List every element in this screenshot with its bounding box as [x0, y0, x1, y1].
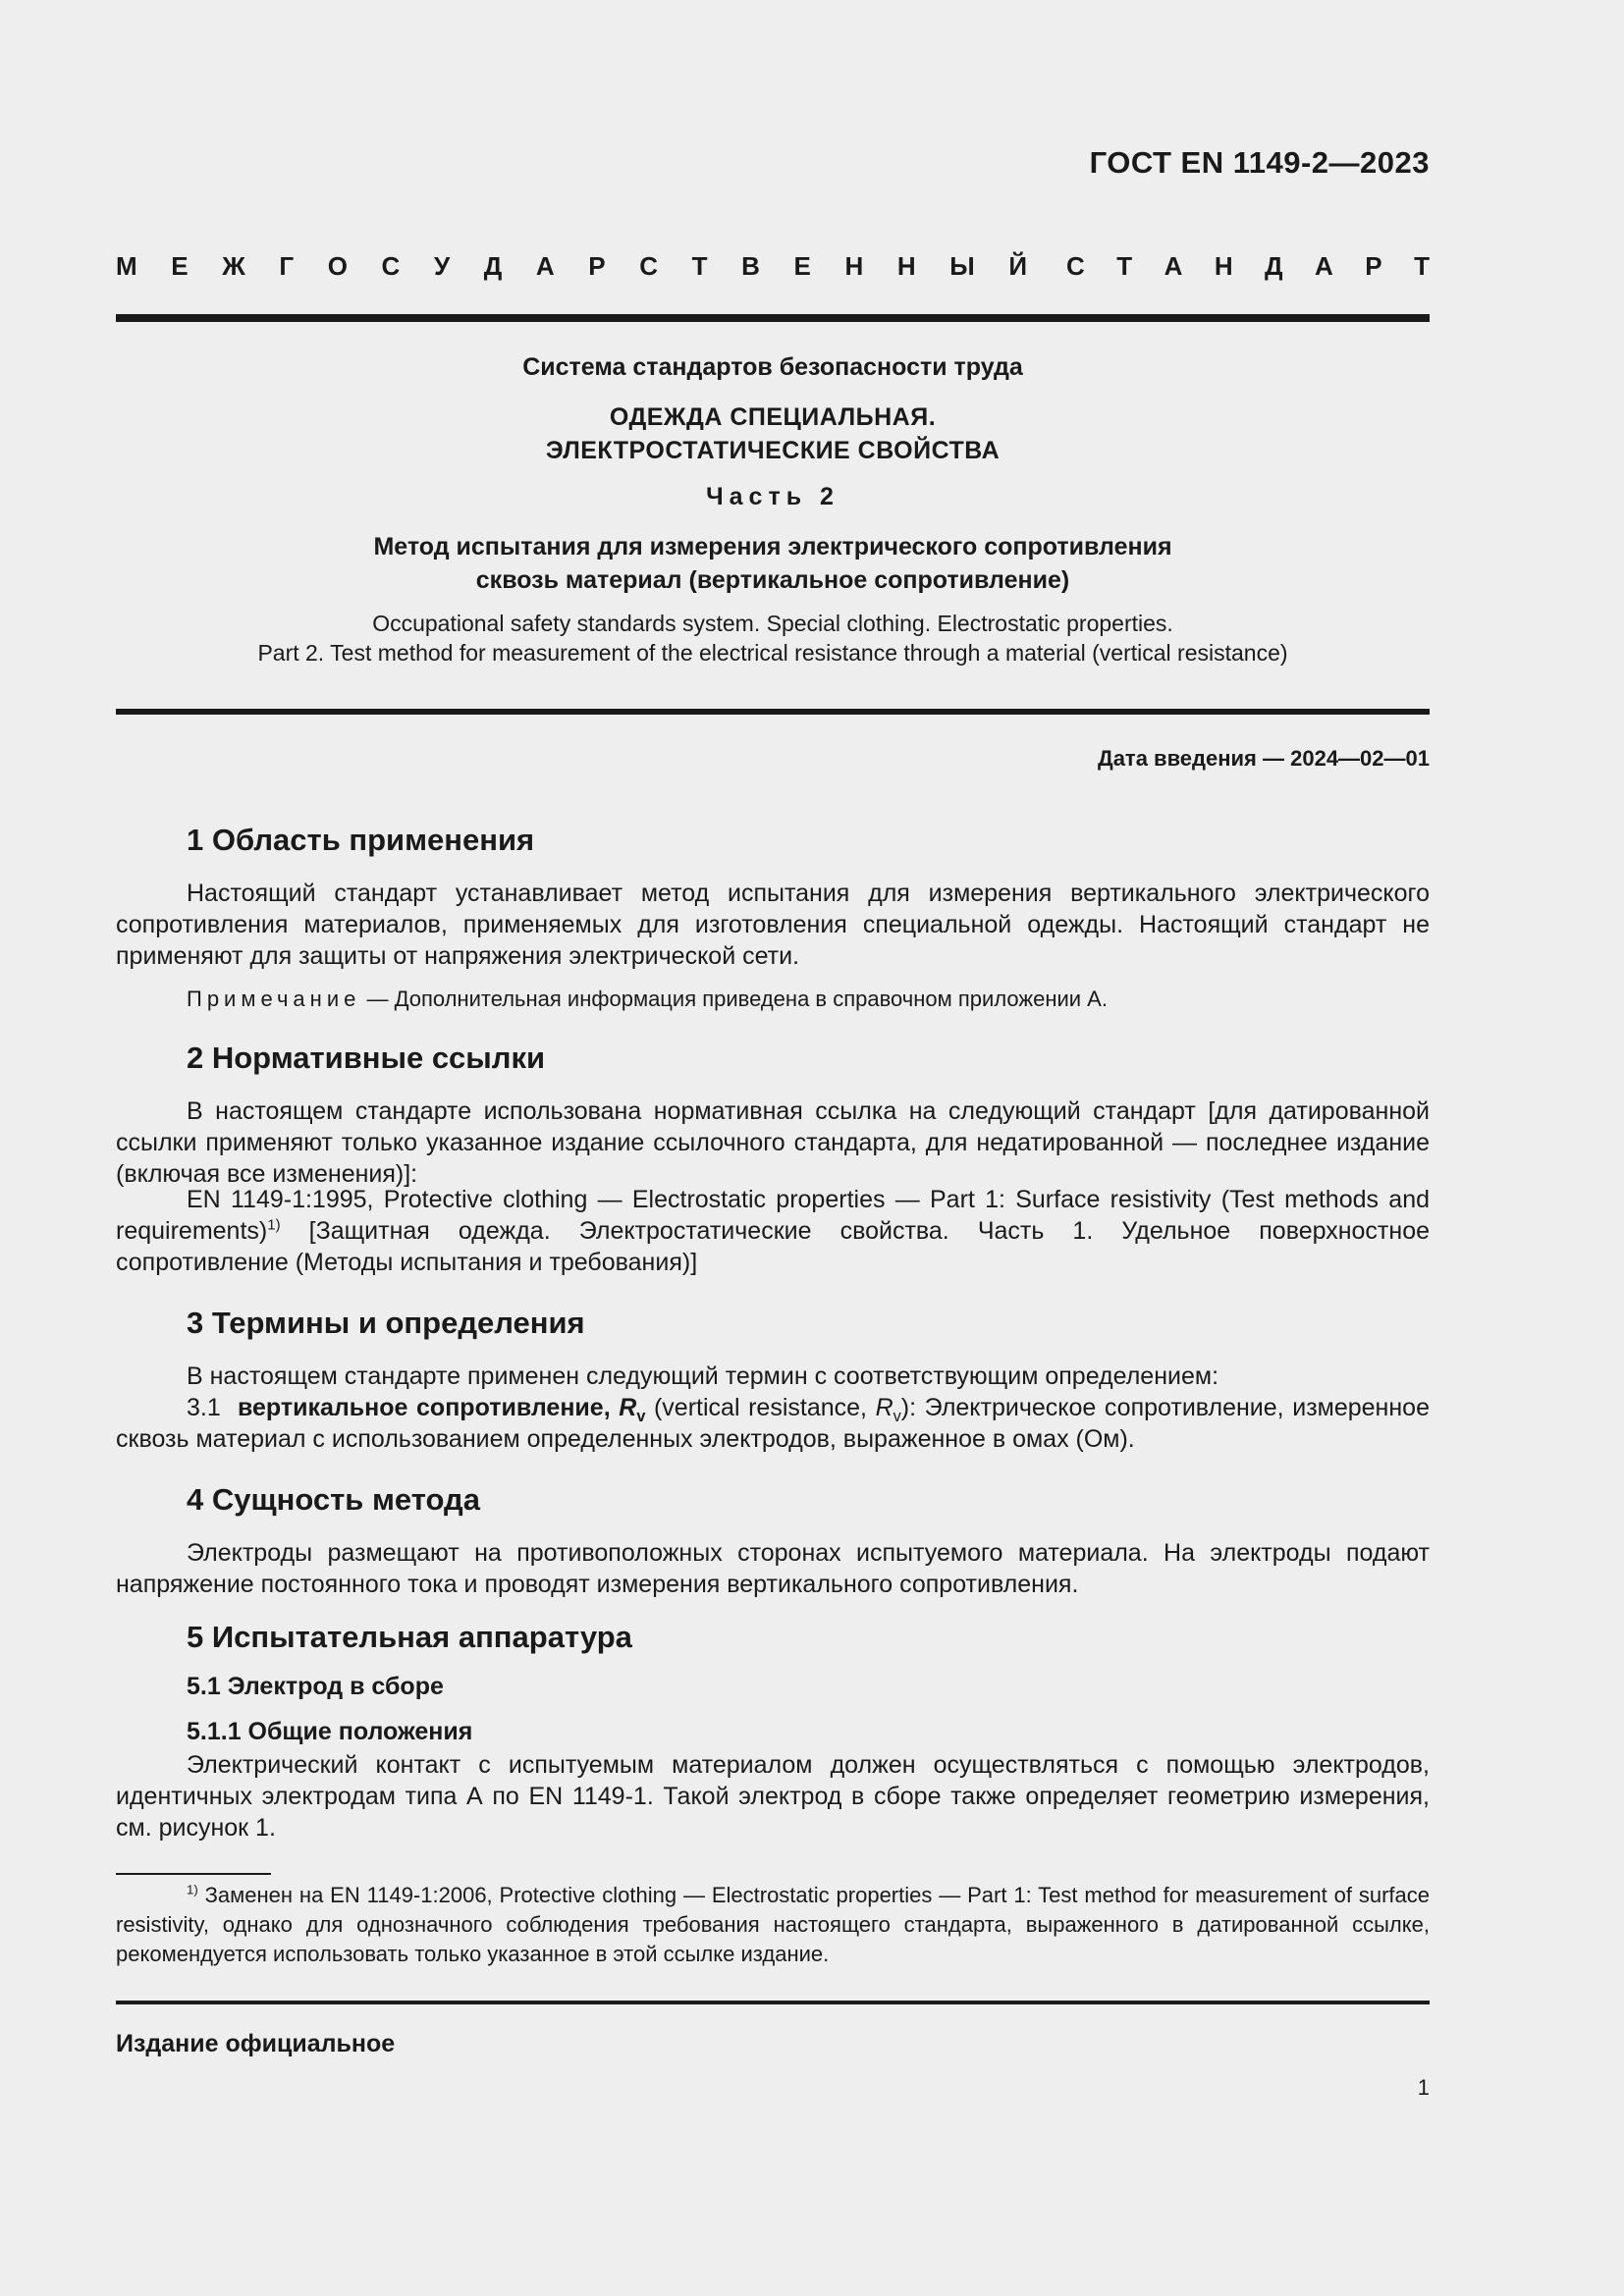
banner-letter: Д: [1265, 251, 1283, 281]
main-title-line: ОДЕЖДА СПЕЦИАЛЬНАЯ.: [609, 403, 937, 431]
banner-letter: Р: [588, 251, 606, 281]
banner-letter: Т: [691, 251, 708, 281]
banner-letter: Т: [1116, 251, 1133, 281]
section-1-note: [187, 987, 1108, 1012]
footnote: [116, 1881, 1430, 1969]
banner-letter: Н: [1214, 251, 1233, 281]
section-4-heading: 4 Сущность метода: [187, 1482, 480, 1517]
section-2-heading: 2 Нормативные ссылки: [187, 1041, 546, 1075]
term-en-symbol: R: [875, 1394, 893, 1421]
section-3-heading: 3 Термины и определения: [187, 1306, 585, 1340]
page-number: 1: [1417, 2075, 1430, 2100]
banner-letter: В: [741, 251, 760, 281]
subsection-5-1-1-heading: 5.1.1 Общие положения: [187, 1718, 473, 1745]
banner-letter: Д: [483, 251, 503, 281]
term-symbol-sub: v: [636, 1408, 646, 1425]
main-title-line: ЭЛЕКТРОСТАТИЧЕСКИЕ СВОЙСТВА: [545, 437, 1001, 464]
english-title-line: Part 2. Test method for measurement of the electrical resistance through a material (vertical resistance): [257, 640, 1288, 666]
term-symbol: R: [619, 1394, 637, 1421]
reference-translation: [Защитная одежда. Электростатические свойства. Часть 1. Удельное поверхностное сопротивление (Методы испытания и требования)]: [116, 1217, 1430, 1276]
section-2-text: В настоящем стандарте использована нормативная ссылка на следующий стандарт [для датированной ссылки применяют только указанное издание ссылочного стандарта, для недатированной — последнее издание (включая все изменения)]:: [116, 1097, 1430, 1188]
document-number: ГОСТ EN 1149-2—2023: [1089, 145, 1430, 180]
section-4-text: Электроды размещают на противоположных сторонах испытуемого материала. На электроды подают напряжение постоянного тока и проводят измерения вертикального сопротивления.: [116, 1539, 1430, 1598]
banner-letter: У: [433, 251, 451, 281]
interstate-standard-banner: [116, 251, 1430, 282]
reference-title: EN 1149-1:1995, Protective clothing — Electrostatic properties — Part 1: Surface resistivity (Test methods and requirements): [116, 1186, 1430, 1245]
section-2-reference: [116, 1184, 1430, 1278]
term-def-text: ): Электрическое сопротивление, измеренное сквозь материал с использованием определенных электродов, выраженное в омах (Ом).: [116, 1394, 1430, 1453]
banner-letter: Р: [1365, 251, 1382, 281]
english-title: [116, 609, 1430, 667]
section-1-text: Настоящий стандарт устанавливает метод испытания для измерения вертикального электрического сопротивления материалов, применяемых для изготовления специальной одежды. Настоящий стандарт не применяют для защиты от напряжения электрической сети.: [116, 880, 1430, 970]
term-definition: [116, 1392, 1430, 1455]
term-en-symbol-sub: v: [893, 1408, 901, 1425]
banner-letter: С: [639, 251, 658, 281]
banner-letter: А: [1315, 251, 1333, 281]
subtitle-line: сквозь материал (вертикальное сопротивление): [475, 566, 1070, 594]
english-title-line: Occupational safety standards system. Special clothing. Electrostatic properties.: [372, 611, 1173, 636]
banner-letter: Ж: [222, 251, 245, 281]
banner-letter: А: [1164, 251, 1183, 281]
section-5-text: Электрический контакт с испытуемым материалом должен осуществляться с помощью электродов, идентичных электродам типа А по EN 1149-1. Такой электрод в сборе также определяет геометрию измерения, см. рисунок 1.: [116, 1751, 1430, 1842]
section-1-heading: 1 Область применения: [187, 823, 535, 857]
banner-letter: Н: [896, 251, 916, 281]
interstate-word: [116, 251, 1027, 282]
footnote-text: Заменен на EN 1149-1:2006, Protective clothing — Electrostatic properties — Part 1: Test method for measurement of surface resistivity, однако для однозначного соблюдения требования настоящего стандарта, выраженного в датированной ссылке, рекомендуется использовать только указанное в этой ссылке издание.: [116, 1883, 1430, 1966]
subtitle: [116, 530, 1430, 597]
footnote-mark: 1): [187, 1882, 198, 1897]
section-5-heading: 5 Испытательная аппаратура: [187, 1620, 632, 1654]
introduction-date: Дата введения — 2024—02—01: [1098, 746, 1430, 771]
main-title: [116, 400, 1430, 467]
subsection-5-1-heading: 5.1 Электрод в сборе: [187, 1673, 444, 1700]
banner-letter: А: [535, 251, 555, 281]
banner-letter: М: [116, 251, 137, 281]
footnote-rule: [116, 1873, 271, 1875]
subtitle-line: Метод испытания для измерения электрического сопротивления: [373, 533, 1172, 561]
banner-letter: С: [381, 251, 401, 281]
top-rule: [116, 314, 1430, 322]
title-rule: [116, 709, 1430, 715]
banner-letter: Й: [1008, 251, 1027, 281]
footnote-ref[interactable]: 1): [267, 1216, 281, 1234]
banner-letter: Г: [279, 251, 295, 281]
banner-letter: О: [327, 251, 348, 281]
official-edition-label: Издание официальное: [116, 2030, 396, 2057]
term-name: вертикальное сопротивление,: [237, 1394, 620, 1421]
note-label: Примечание: [187, 987, 361, 1011]
standard-word: [1066, 251, 1430, 282]
banner-letter: Е: [793, 251, 811, 281]
banner-letter: Н: [844, 251, 864, 281]
term-number: 3.1: [187, 1394, 221, 1421]
series-title: Система стандартов безопасности труда: [522, 353, 1023, 381]
bottom-rule: [116, 2001, 1430, 2004]
banner-letter: Е: [171, 251, 189, 281]
note-text: — Дополнительная информация приведена в справочном приложении А.: [360, 987, 1108, 1011]
part-label: Часть 2: [706, 483, 839, 510]
banner-letter: Ы: [949, 251, 975, 281]
section-3-text: В настоящем стандарте применен следующий термин с соответствующим определением:: [187, 1362, 1219, 1390]
term-english: (vertical resistance,: [645, 1394, 876, 1421]
banner-letter: Т: [1414, 251, 1430, 281]
banner-letter: С: [1066, 251, 1085, 281]
